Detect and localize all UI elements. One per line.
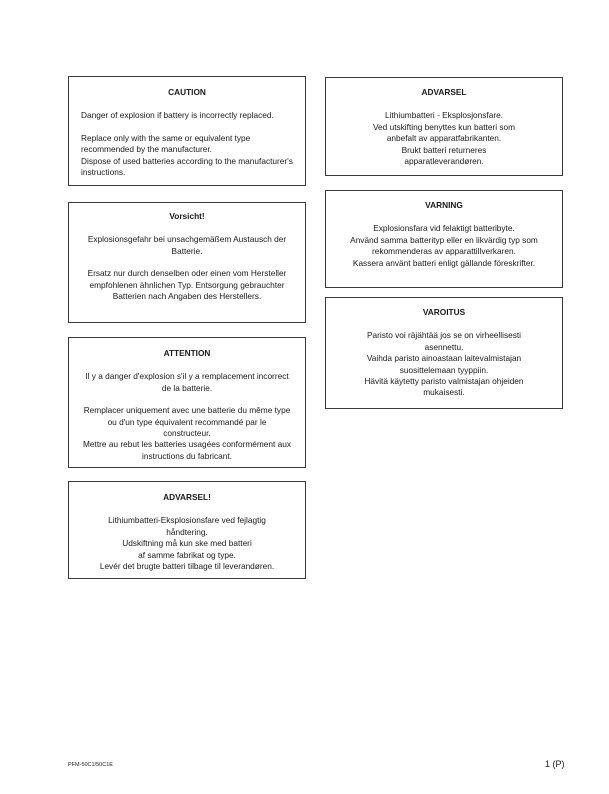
advarsel-dk-line-4: Levér det brugte batteri tilbage til leverandøren. — [99, 561, 275, 572]
caution-text-2: Replace only with the same or equivalent type recommended by the manufacturer. — [81, 132, 251, 155]
varoitus-line-2: Vaihda paristo ainoastaan laitevalmistajan suosittelemaan tyyppiin. — [366, 353, 522, 375]
attention-text-2: Remplacer uniquement avec une batterie du même type ou d'un type équivalent recommandé par le constructeur. — [83, 405, 291, 439]
advarsel-dk-line-3: af samme fabrikat og type. — [138, 549, 236, 560]
varning-line-3: Kassera använt batteri enligt gällande föreskrifter. — [352, 257, 536, 268]
varning-title: VARNING — [425, 200, 463, 210]
varoitus-line-3: Hävitä käytetty paristo valmistajan ohjeiden mukaisesti. — [364, 376, 524, 398]
advarsel-dk-line-2: Udskiftning må kun ske med batteri — [122, 538, 252, 549]
advarsel-dk-box — [68, 481, 306, 579]
attention-box — [68, 337, 306, 468]
advarsel-no-line-1: Lithiumbatteri - Eksplosjonsfare. — [384, 110, 504, 121]
vorsicht-text-2: Ersatz nur durch denselben oder einen vom Hersteller empfohlenen ähnlichen Typ. Entsorgung gebrauchter Batterien nach Angaben des Herstellers. — [87, 268, 287, 302]
caution-text-1: Danger of explosion if battery is incorrectly replaced. — [81, 110, 274, 121]
varoitus-line-1: Paristo voi räjähtää jos se on virheellisesti asennettu. — [366, 330, 522, 352]
varning-box — [325, 190, 563, 288]
varoitus-title: VAROITUS — [422, 307, 466, 317]
model-number: PFM-50C1/50C1E — [68, 762, 113, 768]
advarsel-dk-title: ADVARSEL! — [163, 492, 211, 502]
attention-title: ATTENTION — [163, 348, 211, 358]
varoitus-box — [325, 297, 563, 409]
vorsicht-box — [68, 202, 306, 323]
advarsel-dk-line-1: Lithiumbatteri-Eksplosionsfare ved fejlagtig håndtering. — [108, 515, 266, 537]
advarsel-no-line-2: Ved utskifting benyttes kun batteri som anbefalt av apparatfabrikanten. — [372, 121, 516, 144]
attention-text-1: Il y a danger d'explosion s'il y a remplacement incorrect de la batterie. — [85, 371, 289, 393]
advarsel-no-line-3: Brukt batteri returneres apparatleverandøren. — [401, 144, 487, 167]
vorsicht-text-1: Explosionsgefahr bei unsachgemäßem Austausch der Batterie. — [87, 234, 287, 256]
caution-box — [68, 76, 306, 186]
page-number: 1 (P) — [545, 759, 565, 769]
attention-text-3: Mettre au rebut les batteries usagées conformément aux instructions du fabricant. — [83, 439, 291, 461]
caution-title: CAUTION — [168, 87, 206, 97]
varning-line-2: Använd samma batterityp eller en likvärdig typ som rekommenderas av apparattillverkaren. — [350, 234, 538, 257]
advarsel-no-title: ADVARSEL — [421, 87, 467, 97]
varning-line-1: Explosionsfara vid felaktigt batteribyte. — [373, 223, 515, 234]
advarsel-no-box — [325, 77, 563, 176]
vorsicht-title: Vorsicht! — [169, 211, 205, 221]
caution-text-3: Dispose of used batteries according to the manufacturer's instructions. — [81, 155, 293, 178]
